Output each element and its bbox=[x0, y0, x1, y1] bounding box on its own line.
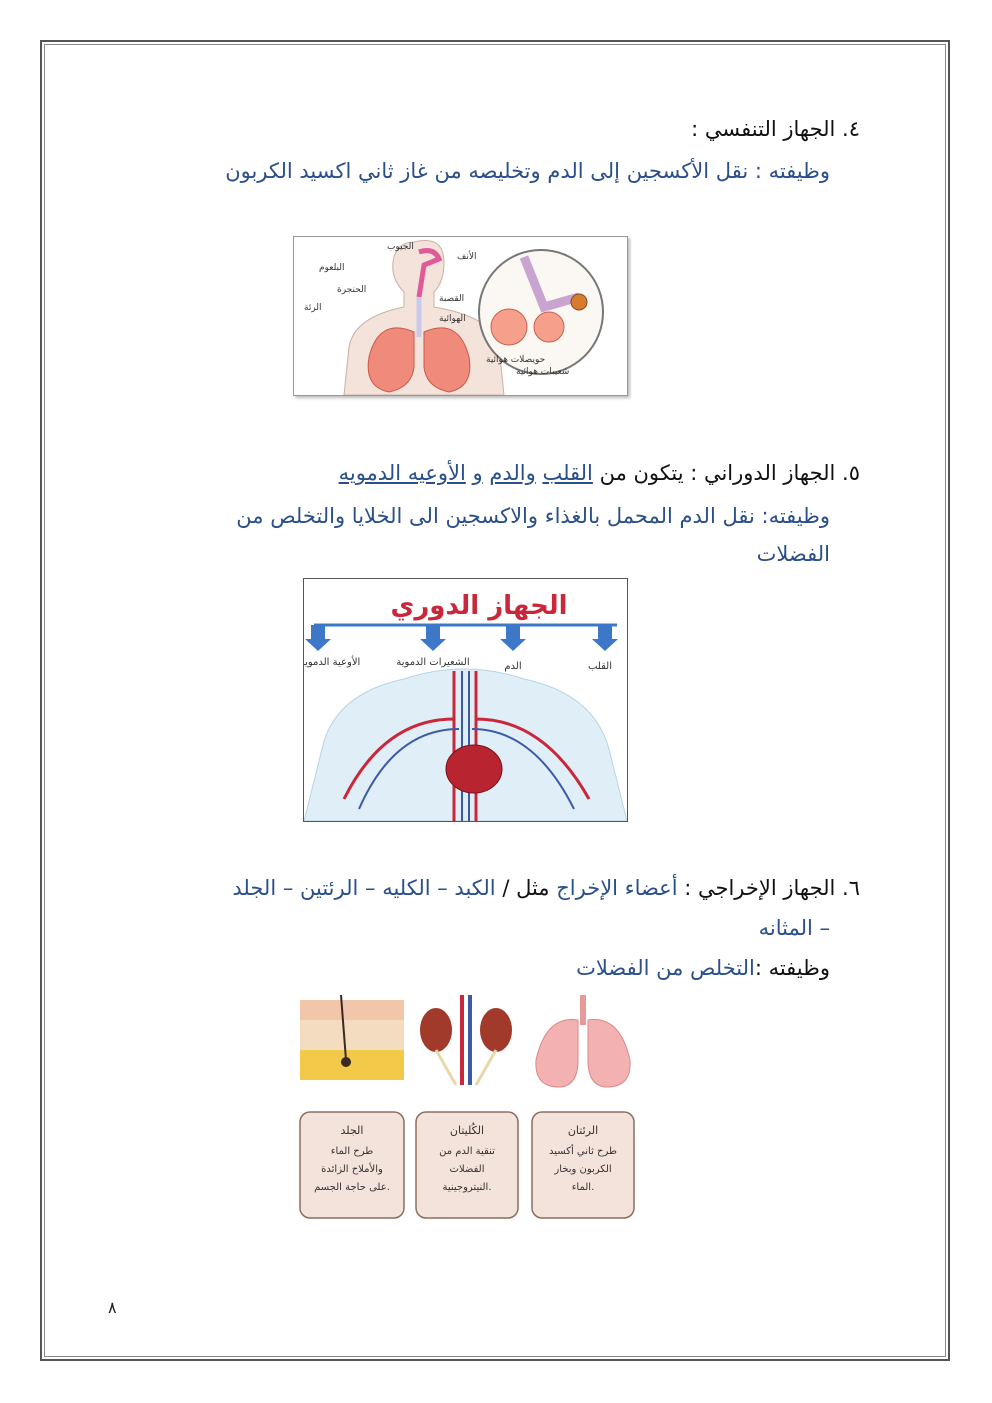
label-blood: الدم bbox=[504, 661, 522, 672]
label-trachea: القصبة bbox=[439, 294, 465, 304]
section5-heading-prefix: ٥. الجهاز الدوراني : يتكون من bbox=[599, 461, 860, 485]
card-skin-line1: طرح الماء bbox=[330, 1146, 374, 1157]
label-capillaries: الشعيرات الدموية bbox=[396, 657, 470, 668]
part-blood: والدم bbox=[489, 461, 536, 485]
kidneys-illustration bbox=[420, 995, 512, 1085]
circulatory-title: الجهاز الدوري bbox=[390, 591, 568, 621]
label-sinuses: الجيوب bbox=[387, 242, 414, 252]
section5-function-line2: الفضلات bbox=[756, 542, 830, 566]
label-lung: الرئة bbox=[304, 303, 322, 313]
skin-illustration bbox=[300, 995, 404, 1080]
section6-function bbox=[576, 953, 830, 983]
card-kidneys-line2: الفضلات bbox=[449, 1164, 485, 1175]
page-number: ٨ bbox=[108, 1298, 117, 1317]
label-larynx: الحنجرة bbox=[337, 285, 367, 295]
card-lungs-line2: الكربون وبخار bbox=[554, 1164, 612, 1175]
section5-heading bbox=[339, 458, 860, 488]
card-lungs-title: الرئتان bbox=[567, 1124, 599, 1137]
part-heart: القلب bbox=[542, 461, 593, 485]
label-bronchioles: شعيبات هوائية bbox=[516, 367, 570, 377]
card-skin-line2: والأملاح الزائدة bbox=[321, 1164, 383, 1175]
label-vessels: الأوعية الدموية bbox=[304, 657, 361, 668]
section6-function-label: وظيفته : bbox=[754, 956, 830, 980]
section6-like: مثل / bbox=[502, 876, 550, 900]
card-skin-title: الجلد bbox=[340, 1124, 364, 1137]
section6-heading bbox=[232, 873, 860, 903]
section4-function: وظيفته : نقل الأكسجين إلى الدم وتخليصه من غاز ثاني اكسيد الكربون bbox=[225, 159, 830, 183]
label-bronchus: الهوائية bbox=[439, 314, 466, 324]
section6-organs-line1: الكبد – الكليه – الرئتين – الجلد bbox=[232, 876, 496, 900]
heart-shape bbox=[446, 745, 502, 793]
lungs-illustration bbox=[536, 995, 630, 1087]
label-pharynx: البلعوم bbox=[319, 263, 345, 273]
card-lungs-line3: الماء. bbox=[571, 1182, 595, 1193]
card-kidneys-line3: النيتروجينية. bbox=[442, 1182, 492, 1193]
alveoli-cluster-2 bbox=[534, 312, 564, 342]
alveoli-cluster-1 bbox=[491, 309, 527, 345]
label-heart: القلب bbox=[587, 661, 613, 672]
card-skin-line3: على حاجة الجسم. bbox=[314, 1182, 390, 1193]
card-kidneys-title: الكُليتان bbox=[449, 1124, 485, 1137]
card-kidneys-line1: تنقية الدم من bbox=[439, 1146, 495, 1157]
section6-organs-prefix: أعضاء الإخراج bbox=[556, 876, 678, 900]
label-alveoli: حويصلات هوائية bbox=[486, 355, 546, 365]
part-and: و bbox=[472, 461, 483, 485]
label-nose: الأنف bbox=[457, 252, 477, 262]
section6-heading-prefix: ٦. الجهاز الإخراجي : bbox=[684, 876, 860, 900]
section4-heading: ٤. الجهاز التنفسي : bbox=[691, 117, 860, 141]
section6-organs-line2: – المثانه bbox=[758, 916, 830, 940]
bronchus-cross-section bbox=[571, 294, 587, 310]
section6-function-text: التخلص من الفضلات bbox=[576, 956, 755, 980]
card-lungs-line1: طرح ثاني أكسيد bbox=[549, 1146, 617, 1157]
excretory-figure bbox=[296, 990, 636, 1222]
section5-function-line1: وظيفته: نقل الدم المحمل بالغذاء والاكسجين الى الخلايا والتخلص من bbox=[236, 504, 830, 528]
circulatory-figure bbox=[303, 578, 628, 822]
part-vessels: الأوعيه الدمويه bbox=[338, 461, 466, 485]
respiratory-figure bbox=[293, 236, 628, 396]
